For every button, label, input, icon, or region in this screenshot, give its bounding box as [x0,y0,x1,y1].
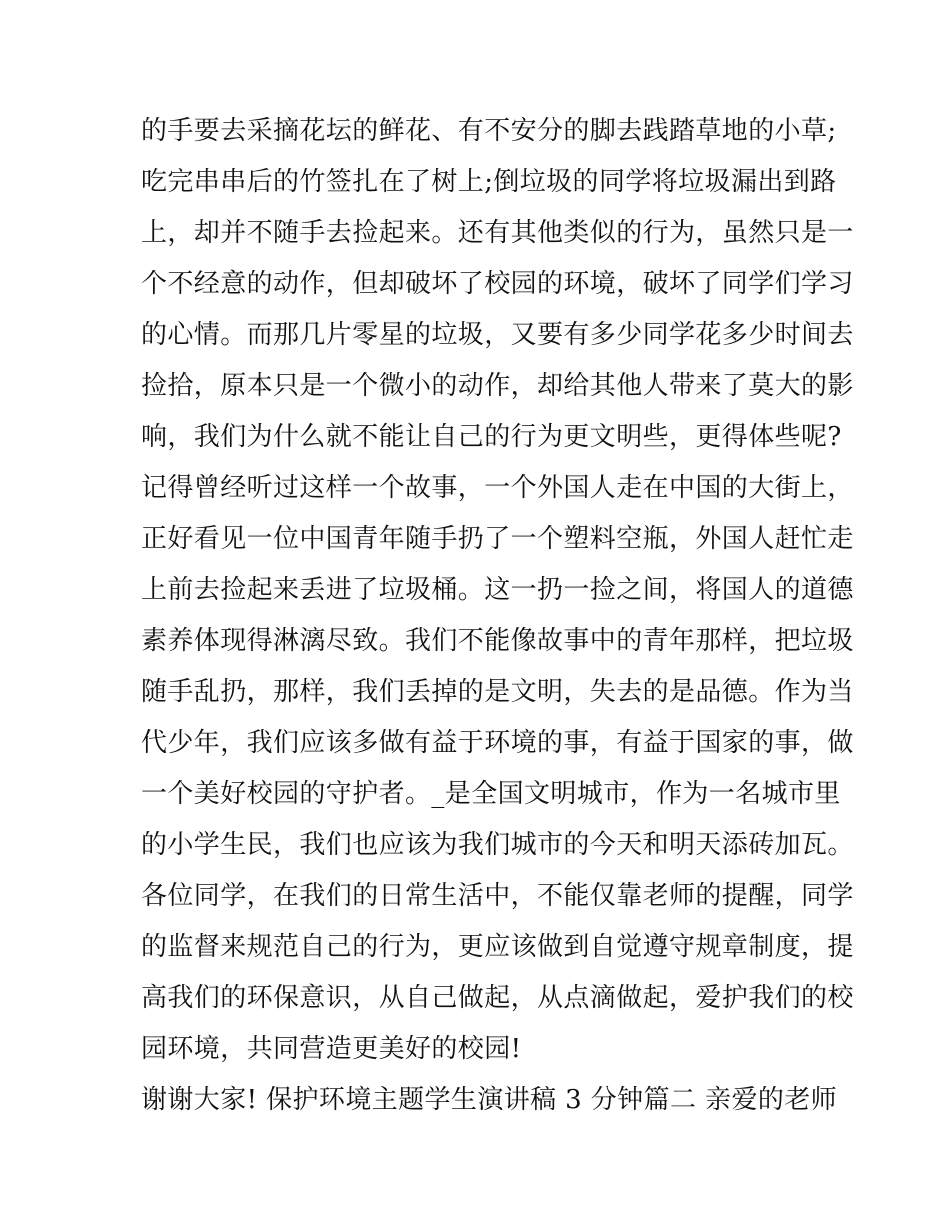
text-line: 上前去捡起来丢进了垃圾桶。这一扔一捡之间，将国人的道德 [141,575,854,605]
text-line: 随手乱扔，那样，我们丢掉的是文明，失去的是品德。作为当 [141,677,854,707]
text-line: 园环境，共同营造更美好的校园! [141,1034,522,1064]
body-text [141,106,854,1126]
text-line: 的手要去采摘花坛的鲜花、有不安分的脚去践踏草地的小草; [141,116,837,146]
text-line: 个不经意的动作，但却破坏了校园的环境，破坏了同学们学习 [141,269,854,299]
text-line: 吃完串串后的竹签扎在了树上;倒垃圾的同学将垃圾漏出到路 [141,167,837,197]
text-line: 代少年，我们应该多做有益于环境的事，有益于国家的事，做 [141,728,854,758]
text-line: 的心情。而那几片零星的垃圾，又要有多少同学花多少时间去 [141,320,854,350]
text-line: 正好看见一位中国青年随手扔了一个塑料空瓶，外国人赶忙走 [141,524,854,554]
text-line: 一个美好校园的守护者。_是全国文明城市，作为一名城市里 [141,779,841,809]
text-line: 各位同学，在我们的日常生活中，不能仅靠老师的提醒，同学 [141,881,854,911]
text-line: 的监督来规范自己的行为，更应该做到自觉遵守规章制度，提 [141,932,854,962]
text-line: 素养体现得淋漓尽致。我们不能像故事中的青年那样，把垃圾 [141,626,854,656]
text-line: 记得曾经听过这样一个故事，一个外国人走在中国的大街上， [141,473,854,503]
text-line: 响，我们为什么就不能让自己的行为更文明些，更得体些呢? [141,422,842,452]
text-line: 上，却并不随手去捡起来。还有其他类似的行为，虽然只是一 [141,218,854,248]
closing-line: 谢谢大家! 保护环境主题学生演讲稿 3 分钟篇二 亲爱的老师 [141,1085,838,1115]
text-line: 高我们的环保意识，从自己做起，从点滴做起，爱护我们的校 [141,983,854,1013]
text-line: 的小学生民，我们也应该为我们城市的今天和明天添砖加瓦。 [141,830,854,860]
text-line: 捡拾，原本只是一个微小的动作，却给其他人带来了莫大的影 [141,371,854,401]
